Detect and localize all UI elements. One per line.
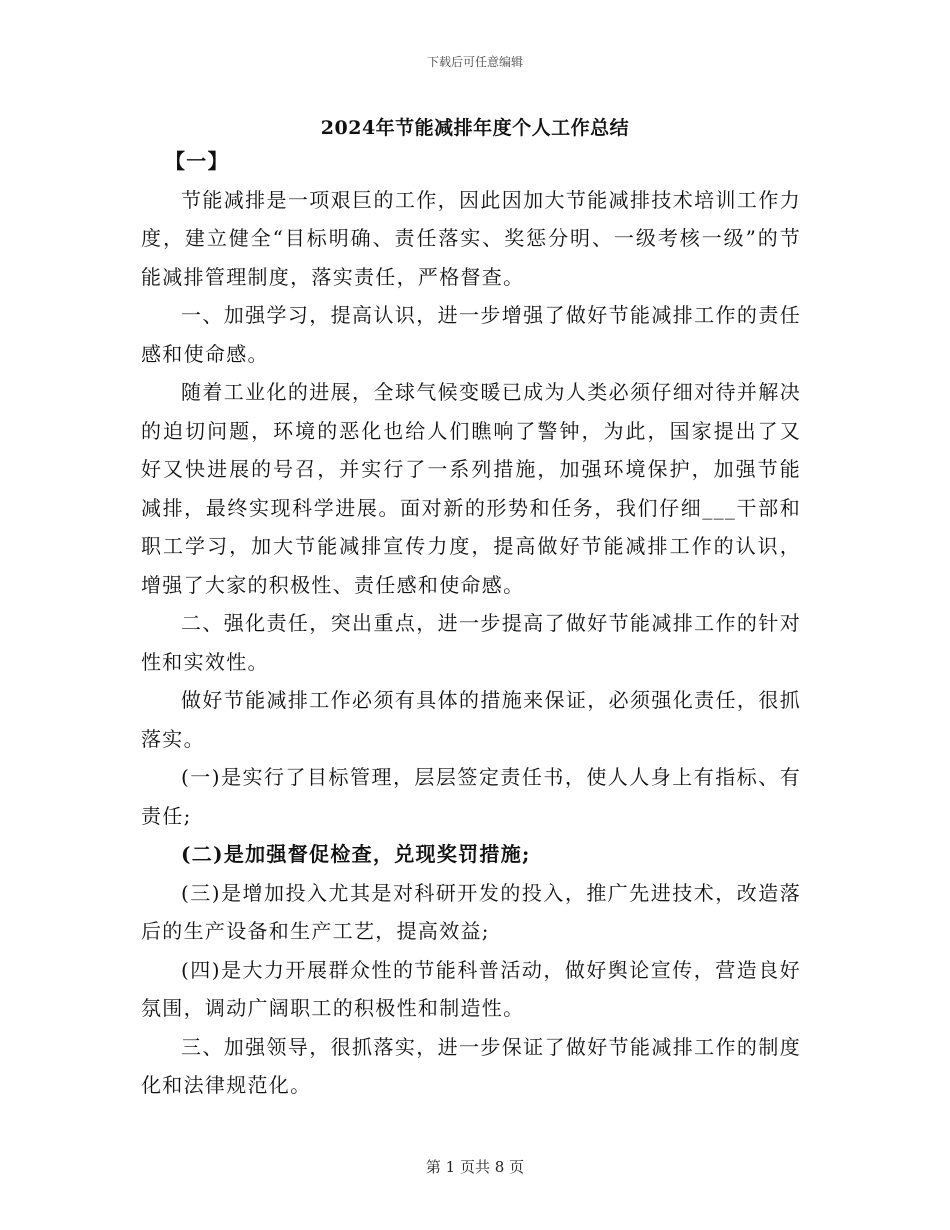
- paragraph-intro: 节能减排是一项艰巨的工作，因此因加大节能减排技术培训工作力度，建立健全“目标明确、责任落实、奖惩分明、一级考核一级”的节能减排管理制度，落实责任，严格督查。: [141, 187, 801, 289]
- paragraph-heading-three: 三、加强领导，很抓落实，进一步保证了做好节能减排工作的制度化和法律规范化。: [141, 1034, 801, 1097]
- paragraph-item-three: (三)是增加投入尤其是对科研开发的投入，推广先进技术，改造落后的生产设备和生产工艺，提高效益;: [141, 880, 801, 943]
- paragraph-background: 随着工业化的进展，全球气候变暖已成为人类必须仔细对待并解决的迫切问题，环境的恶化也给人们瞧响了警钟，为此，国家提出了又好又快进展的号召，并实行了一系列措施，加强环境保护，加强节能减排，最终实现科学进展。面对新的形势和任务，我们仔细___干部和职工学习，加大节能减排宣传力度，提高做好节能减排工作的认识，增强了大家的积极性、责任感和使命感。: [141, 380, 801, 597]
- header-note: 下载后可任意编辑: [426, 55, 523, 69]
- section-mark: 【一】: [165, 149, 229, 173]
- paragraph-item-four: (四)是大力开展群众性的节能科普活动，做好舆论宣传，营造良好氛围，调动广阔职工的积极性和制造性。: [141, 957, 801, 1020]
- document-title: 2024年节能减排年度个人工作总结: [320, 117, 630, 139]
- page-number-footer: 第 1 页共 8 页: [425, 1158, 525, 1176]
- paragraph-item-one: (一)是实行了目标管理，层层签定责任书，使人人身上有指标、有责任;: [141, 765, 801, 828]
- paragraph-heading-two: 二、强化责任，突出重点，进一步提高了做好节能减排工作的针对性和实效性。: [141, 611, 801, 674]
- document-body: [141, 142, 801, 1105]
- paragraph-measures: 做好节能减排工作必须有具体的措施来保证，必须强化责任，很抓落实。: [141, 688, 801, 751]
- paragraph-item-two: (二)是加强督促检查，兑现奖罚措施;: [181, 842, 531, 866]
- paragraph-heading-one: 一、加强学习，提高认识，进一步增强了做好节能减排工作的责任感和使命感。: [141, 303, 801, 366]
